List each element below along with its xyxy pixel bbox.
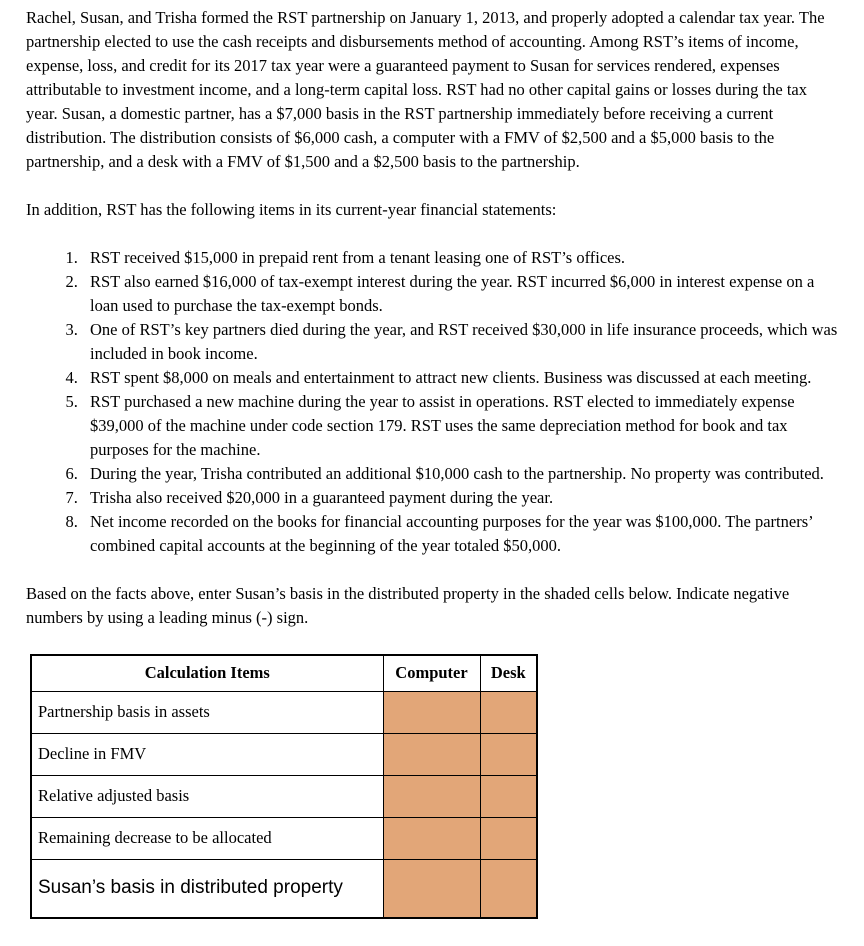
desk-input-partnership-basis[interactable] <box>481 692 537 733</box>
row-label-decline-in-fmv: Decline in FMV <box>31 733 383 775</box>
computer-input-relative-adjusted-basis[interactable] <box>384 776 480 817</box>
list-item: 8. Net income recorded on the books for financial accounting purposes for the year was $100,000. The partners’ combined capital accounts at the beginning of the year totaled $50,000. <box>82 510 842 558</box>
instruction-paragraph: Based on the facts above, enter Susan’s basis in the distributed property in the shaded cells below. Indicate negative numbers by using a leading minus (-) sign. <box>26 584 790 627</box>
computer-cell-remaining-decrease <box>383 817 480 859</box>
list-item: 1. RST received $15,000 in prepaid rent from a tenant leasing one of RST’s offices. <box>82 246 842 270</box>
row-label-partnership-basis: Partnership basis in assets <box>31 691 383 733</box>
computer-input-susans-basis[interactable] <box>384 860 480 917</box>
desk-cell-susans-basis <box>480 859 537 918</box>
table-row <box>31 733 537 775</box>
col-header-calculation-items: Calculation Items <box>31 655 383 691</box>
row-label-remaining-decrease: Remaining decrease to be allocated <box>31 817 383 859</box>
table-row <box>31 691 537 733</box>
calculation-table <box>30 654 538 919</box>
desk-cell-remaining-decrease <box>480 817 537 859</box>
row-label-relative-adjusted-basis: Relative adjusted basis <box>31 775 383 817</box>
list-item: 3. One of RST’s key partners died during the year, and RST received $30,000 in life insurance proceeds, which was included in book income. <box>82 318 842 366</box>
table-row-susans-basis <box>31 859 537 918</box>
table-header-row <box>31 655 537 691</box>
table-row <box>31 775 537 817</box>
list-item: 6. During the year, Trisha contributed an additional $10,000 cash to the partnership. No property was contributed. <box>82 462 842 486</box>
computer-cell-susans-basis <box>383 859 480 918</box>
table-row <box>31 817 537 859</box>
desk-input-relative-adjusted-basis[interactable] <box>481 776 537 817</box>
desk-cell-partnership-basis <box>480 691 537 733</box>
col-header-desk: Desk <box>480 655 537 691</box>
desk-input-remaining-decrease[interactable] <box>481 818 537 859</box>
computer-input-decline-in-fmv[interactable] <box>384 734 480 775</box>
list-item: 2. RST also earned $16,000 of tax-exempt interest during the year. RST incurred $6,000 in interest expense on a loan used to purchase the tax-exempt bonds. <box>82 270 842 318</box>
desk-cell-decline-in-fmv <box>480 733 537 775</box>
desk-input-decline-in-fmv[interactable] <box>481 734 537 775</box>
computer-cell-relative-adjusted-basis <box>383 775 480 817</box>
col-header-computer: Computer <box>383 655 480 691</box>
computer-input-remaining-decrease[interactable] <box>384 818 480 859</box>
computer-input-partnership-basis[interactable] <box>384 692 480 733</box>
computer-cell-partnership-basis <box>383 691 480 733</box>
statements-intro: In addition, RST has the following items in its current-year financial statements: <box>26 200 557 219</box>
scenario-paragraph: Rachel, Susan, and Trisha formed the RST partnership on January 1, 2013, and properly adopted a calendar tax year. The partnership elected to use the cash receipts and disbursements method of accounting. Among RST’s items of income, expense, loss, and credit for its 2017 tax year were a guaranteed payment to Susan for services rendered, expenses attributable to investment income, and a long-term capital loss. RST had no other capital gains or losses during the tax year. Susan, a domestic partner, has a $7,000 basis in the RST partnership immediately before receiving a current distribution. The distribution consists of $6,000 cash, a computer with a FMV of $2,500 and a $5,000 basis to the partnership, and a desk with a FMV of $1,500 and a $2,500 basis to the partnership. <box>26 8 825 171</box>
desk-input-susans-basis[interactable] <box>481 860 537 917</box>
list-item: 5. RST purchased a new machine during the year to assist in operations. RST elected to immediately expense $39,000 of the machine under code section 179. RST uses the same depreciation method for book and tax purposes for the machine. <box>82 390 842 462</box>
financial-items-list <box>26 246 842 558</box>
computer-cell-decline-in-fmv <box>383 733 480 775</box>
desk-cell-relative-adjusted-basis <box>480 775 537 817</box>
list-item: 4. RST spent $8,000 on meals and entertainment to attract new clients. Business was discussed at each meeting. <box>82 366 842 390</box>
list-item: 7. Trisha also received $20,000 in a guaranteed payment during the year. <box>82 486 842 510</box>
row-label-susans-basis: Susan’s basis in distributed property <box>31 859 383 918</box>
